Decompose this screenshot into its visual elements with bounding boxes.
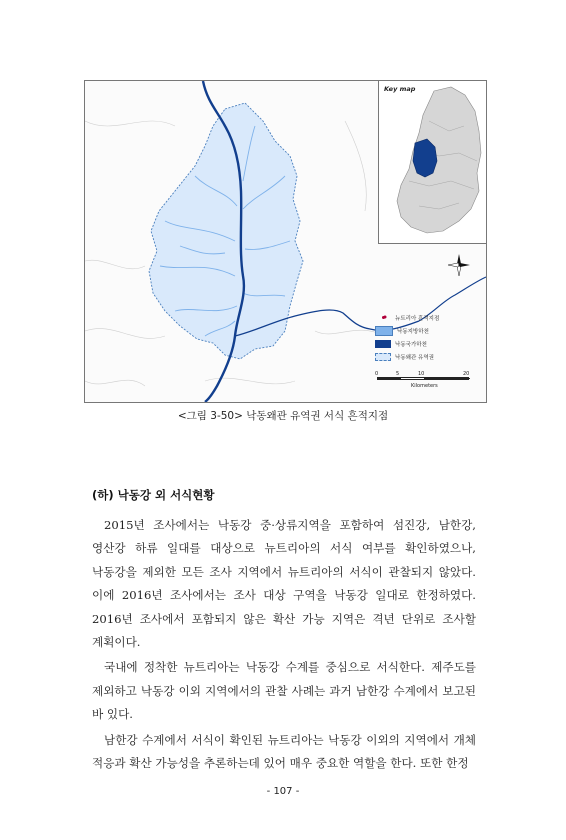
figure-caption: <그림 3-50> 낙동왜관 유역권 서식 흔적지점 [177, 410, 389, 422]
scale-track [377, 377, 469, 380]
scale-tick: 5 [396, 371, 400, 377]
legend-label: 낙동지방하천 [397, 328, 429, 335]
legend-item-record-point [375, 311, 483, 324]
legend-label: 낙동왜관 유역권 [395, 354, 434, 361]
legend-item-national-river [375, 337, 483, 350]
paragraph: 국내에 정착한 뉴트리아는 낙동강 수계를 중심으로 서식한다. 제주도를 제외하고 낙동강 이외 지역에서의 관찰 사례는 과거 남한강 수계에서 보고된 바 있다. [92, 660, 476, 722]
key-map [379, 81, 487, 243]
legend-label: 뉴트리아 흔적지점 [395, 315, 440, 322]
key-map-inset [378, 81, 487, 244]
national-river-swatch [375, 340, 391, 348]
legend-label: 낙동국가하천 [395, 341, 427, 348]
north-arrow-icon [447, 253, 471, 277]
basin-swatch [375, 353, 391, 361]
basin-map-figure [84, 80, 487, 403]
paragraph: 남한강 수계에서 서식이 확인된 뉴트리아는 낙동강 이외의 지역에서 개체 적응과 확산 가능성을 추론하는데 있어 매우 중요한 역할을 한다. 또한 한정 [92, 732, 476, 771]
scale-tick: 20 [463, 371, 470, 377]
legend-item-local-river [375, 324, 483, 337]
map-legend [375, 311, 483, 363]
key-map-title: Key map [384, 85, 416, 93]
peninsula-outline [397, 87, 481, 233]
paragraph: 2015년 조사에서는 낙동강 중·상류지역을 포함하여 섬진강, 남한강, 영산강 하류 일대를 대상으로 뉴트리아의 서식 여부를 확인하였으나, 낙동강을 제외한 모든 조사 지역에서 뉴트리아의 서식이 관찰되지 않았다. 이에 2016년 조사에서는 조사 대상 구역을 낙동강 일대로 한정하였다. 2016년 조사에서 포함되지 않은 확산 가능 지역은 격년 단위로 조사할 계획이다. [92, 518, 476, 650]
scale-tick: 10 [418, 371, 425, 377]
body-text [92, 514, 476, 777]
local-river-swatch [375, 326, 393, 336]
scale-unit: Kilometers [411, 383, 438, 389]
section-heading: (하) 낙동강 외 서식현황 [92, 488, 215, 502]
page-number: - 107 - [266, 786, 300, 797]
legend-item-basin [375, 350, 483, 363]
record-point-icon [375, 314, 391, 322]
scale-bar [375, 371, 475, 393]
scale-tick: 0 [375, 371, 379, 377]
